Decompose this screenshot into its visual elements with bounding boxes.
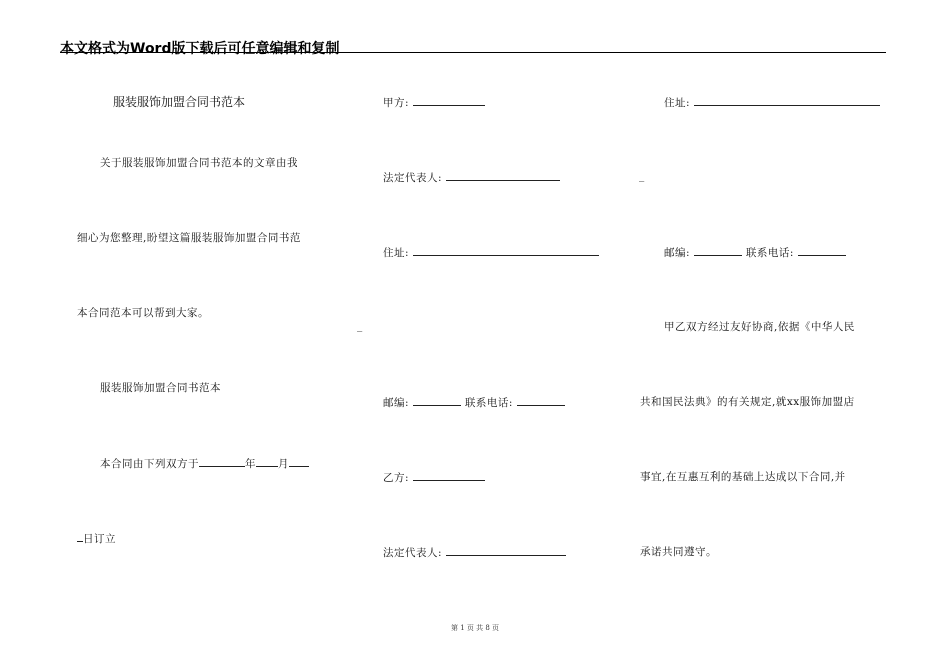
header-divider: [60, 52, 886, 53]
day-blank: [289, 455, 309, 467]
party-b-line: [383, 469, 485, 485]
postcode-b-label: 邮编:: [664, 247, 691, 259]
address-b-label: 住址:: [664, 97, 691, 109]
phone-a-blank: [517, 394, 565, 406]
phone-b-label: 联系电话:: [745, 247, 794, 259]
year-blank: [199, 455, 245, 467]
body-line-4: 承诺共同遵守。: [640, 546, 717, 558]
party-b-label: 乙方:: [383, 472, 410, 484]
party-a-line: [383, 94, 485, 110]
party-a-blank: [413, 94, 485, 106]
signing-day-line: [77, 530, 116, 546]
page-number: 第 1 页 共 8 页: [450, 624, 500, 632]
intro-line-1: 关于服装服饰加盟合同书范本的文章由我: [100, 157, 298, 169]
intro-line-2: 细心为您整理,盼望这篇服装服饰加盟合同书范: [77, 232, 301, 244]
year-label: 年: [245, 458, 256, 470]
legal-rep-b-blank: [446, 544, 566, 556]
party-b-blank: [413, 469, 485, 481]
subtitle: 服装服饰加盟合同书范本: [100, 382, 221, 394]
legal-rep-b-label: 法定代表人:: [383, 547, 443, 559]
header-text: 本文格式为Word版下载后可任意编辑和复制: [60, 41, 340, 57]
phone-a-label: 联系电话:: [464, 397, 513, 409]
address-a-underscore: _: [357, 320, 363, 332]
legal-rep-b-line: [383, 544, 566, 560]
month-blank: [256, 455, 278, 467]
phone-b-blank: [798, 244, 846, 256]
address-b-blank: [694, 94, 880, 106]
month-label: 月: [278, 458, 289, 470]
signing-date-line: [100, 455, 309, 471]
address-b-underscore: _: [639, 170, 645, 182]
address-a-label: 住址:: [383, 247, 410, 259]
legal-rep-a-label: 法定代表人:: [383, 172, 443, 184]
body-line-2: 共和国民法典》的有关规定,就xx服饰加盟店: [640, 396, 855, 408]
body-line-1: 甲乙双方经过友好协商,依据《中华人民: [664, 321, 855, 333]
signing-text: 本合同由下列双方于: [100, 458, 199, 470]
body-line-3: 事宜,在互惠互利的基础上达成以下合同,并: [640, 471, 846, 483]
day-label: 日订立: [83, 533, 116, 545]
postcode-b-line: [664, 244, 846, 260]
postcode-a-line: [383, 394, 565, 410]
legal-rep-a-line: [383, 169, 560, 185]
postcode-b-blank: [694, 244, 742, 256]
address-b-line: [664, 94, 880, 110]
intro-line-3: 本合同范本可以帮到大家。: [77, 307, 209, 319]
legal-rep-a-blank: [446, 169, 560, 181]
postcode-a-label: 邮编:: [383, 397, 410, 409]
document-title: 服装服饰加盟合同书范本: [113, 95, 246, 109]
address-a-line: [383, 244, 599, 260]
party-a-label: 甲方:: [383, 97, 410, 109]
postcode-a-blank: [413, 394, 461, 406]
address-a-blank: [413, 244, 599, 256]
